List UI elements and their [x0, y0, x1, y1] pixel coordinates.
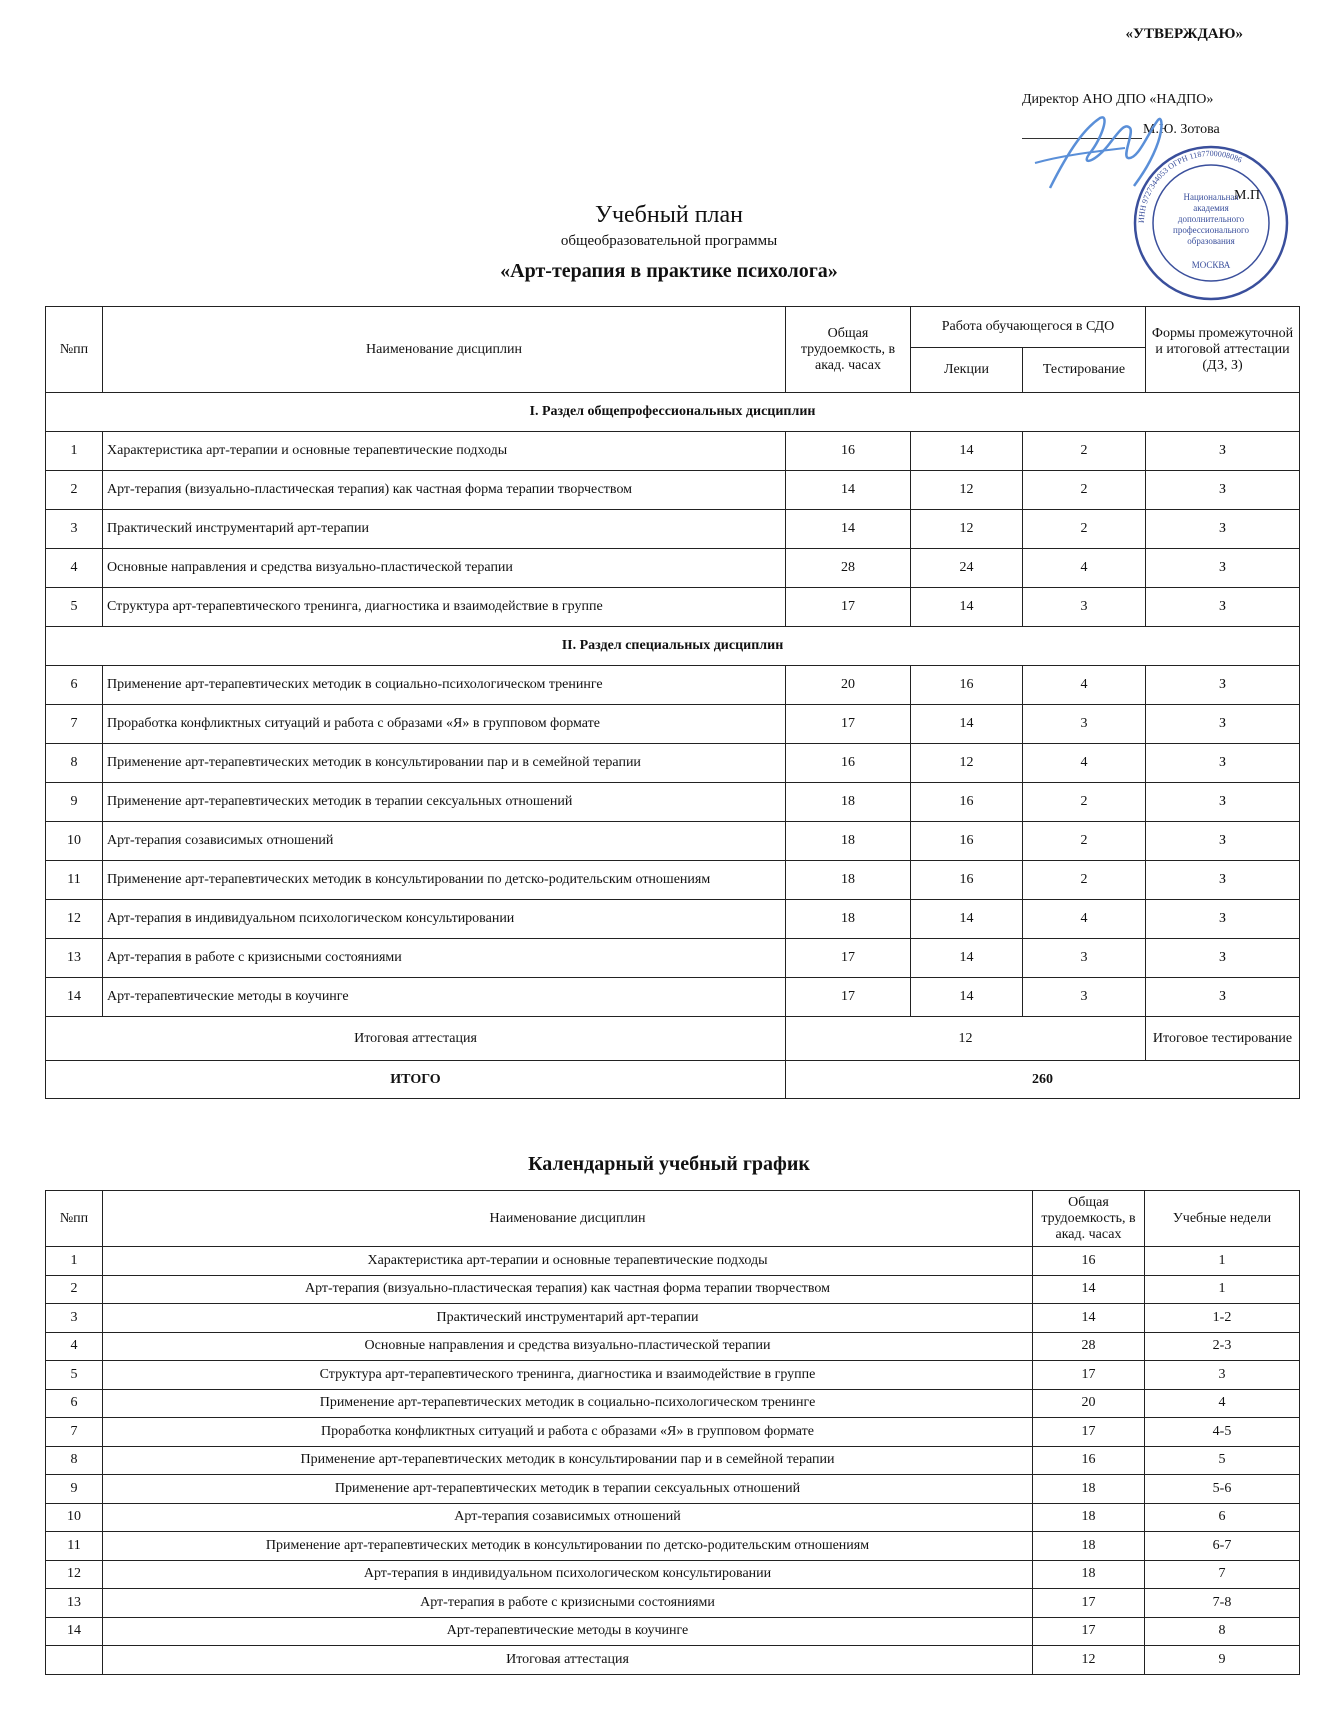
row-lectures: 12: [911, 744, 1023, 783]
row-testing: 2: [1023, 510, 1146, 549]
row-form: З: [1146, 978, 1300, 1017]
seal-mark-label: М.П: [1234, 188, 1261, 203]
row-testing: 2: [1023, 783, 1146, 822]
cal-row-name: Применение арт-терапевтических методик в социально-психологическом тренинге: [103, 1389, 1033, 1418]
row-name: Применение арт-терапевтических методик в терапии сексуальных отношений: [103, 783, 786, 822]
row-num: 12: [46, 900, 103, 939]
approval-label: «УТВЕРЖДАЮ»: [1125, 26, 1243, 42]
cal-row-num: 2: [46, 1275, 103, 1304]
cal-row-total: 18: [1033, 1503, 1145, 1532]
cal-row-name: Арт-терапия созависимых отношений: [103, 1503, 1033, 1532]
table-row: [46, 1560, 1300, 1589]
row-form: З: [1146, 783, 1300, 822]
row-lectures: 12: [911, 471, 1023, 510]
table-row: [46, 861, 1300, 900]
row-num: 5: [46, 588, 103, 627]
cal-row-num: 14: [46, 1617, 103, 1646]
row-form: З: [1146, 510, 1300, 549]
row-form: З: [1146, 432, 1300, 471]
cal-row-num: 7: [46, 1418, 103, 1447]
cal-row-name: Арт-терапия (визуально-пластическая терапия) как частная форма терапии творчеством: [103, 1275, 1033, 1304]
cal-header-name: Наименование дисциплин: [103, 1191, 1033, 1247]
row-lectures: 24: [911, 549, 1023, 588]
row-num: 2: [46, 471, 103, 510]
cal-row-num: 6: [46, 1389, 103, 1418]
row-testing: 4: [1023, 900, 1146, 939]
row-lectures: 14: [911, 978, 1023, 1017]
cal-row-weeks: 2-3: [1145, 1332, 1300, 1361]
row-form: З: [1146, 861, 1300, 900]
cal-row-name: Проработка конфликтных ситуаций и работа с образами «Я» в групповом формате: [103, 1418, 1033, 1447]
cal-row-num: 1: [46, 1247, 103, 1276]
cal-row-num: 10: [46, 1503, 103, 1532]
table-row: [46, 1332, 1300, 1361]
row-form: З: [1146, 471, 1300, 510]
final-attestation-label: Итоговая аттестация: [46, 1017, 786, 1061]
page-subtitle: общеобразовательной программы: [560, 233, 778, 249]
table-row: [46, 666, 1300, 705]
table-row: [46, 978, 1300, 1017]
row-lectures: 14: [911, 900, 1023, 939]
table-row: [46, 822, 1300, 861]
header-forms: Формы промежуточной и итоговой аттестации (ДЗ, З): [1146, 307, 1300, 393]
row-total: 14: [786, 510, 911, 549]
cal-row-name: Арт-терапия в индивидуальном психологическом консультировании: [103, 1560, 1033, 1589]
row-testing: 3: [1023, 705, 1146, 744]
row-lectures: 14: [911, 939, 1023, 978]
cal-row-weeks: 5-6: [1145, 1475, 1300, 1504]
cal-header-weeks: Учебные недели: [1145, 1191, 1300, 1247]
cal-row-weeks: 6-7: [1145, 1532, 1300, 1561]
header-testing: Тестирование: [1023, 348, 1146, 393]
section-heading: II. Раздел специальных дисциплин: [46, 627, 1300, 666]
row-form: З: [1146, 744, 1300, 783]
cal-row-weeks: 1: [1145, 1275, 1300, 1304]
row-testing: 2: [1023, 822, 1146, 861]
row-name: Характеристика арт-терапии и основные терапевтические подходы: [103, 432, 786, 471]
cal-row-weeks: 5: [1145, 1446, 1300, 1475]
cal-row-total: 28: [1033, 1332, 1145, 1361]
row-total: 17: [786, 939, 911, 978]
header-name: Наименование дисциплин: [103, 307, 786, 393]
row-testing: 3: [1023, 588, 1146, 627]
table-row: [46, 1446, 1300, 1475]
svg-text:профессионального: профессионального: [1173, 225, 1249, 235]
row-lectures: 14: [911, 705, 1023, 744]
signature-icon: [1030, 108, 1180, 198]
row-lectures: 14: [911, 432, 1023, 471]
table-row: [46, 432, 1300, 471]
cal-row-weeks: 4: [1145, 1389, 1300, 1418]
row-form: З: [1146, 588, 1300, 627]
table-row: [46, 1304, 1300, 1333]
cal-row-total: 17: [1033, 1589, 1145, 1618]
row-testing: 4: [1023, 744, 1146, 783]
cal-row-weeks: 4-5: [1145, 1418, 1300, 1447]
row-testing: 3: [1023, 978, 1146, 1017]
svg-text:образования: образования: [1187, 236, 1235, 246]
cal-row-num: 8: [46, 1446, 103, 1475]
program-title: «Арт-терапия в практике психолога»: [500, 260, 838, 282]
cal-header-total: Общая трудоемкость, в акад. часах: [1033, 1191, 1145, 1247]
row-num: 10: [46, 822, 103, 861]
cal-row-name: Арт-терапевтические методы в коучинге: [103, 1617, 1033, 1646]
row-name: Проработка конфликтных ситуаций и работа с образами «Я» в групповом формате: [103, 705, 786, 744]
row-total: 16: [786, 744, 911, 783]
row-lectures: 16: [911, 783, 1023, 822]
cal-row-total: 20: [1033, 1389, 1145, 1418]
header-total: Общая трудоемкость, в акад. часах: [786, 307, 911, 393]
cal-row-num: 5: [46, 1361, 103, 1390]
row-name: Применение арт-терапевтических методик в консультировании пар и в семейной терапии: [103, 744, 786, 783]
cal-row-weeks: 6: [1145, 1503, 1300, 1532]
row-total: 18: [786, 900, 911, 939]
table-row: [46, 1275, 1300, 1304]
row-num: 8: [46, 744, 103, 783]
row-form: З: [1146, 666, 1300, 705]
row-name: Арт-терапия созависимых отношений: [103, 822, 786, 861]
cal-row-weeks: 7-8: [1145, 1589, 1300, 1618]
total-label: ИТОГО: [46, 1061, 786, 1099]
row-num: 1: [46, 432, 103, 471]
table-row: [46, 588, 1300, 627]
cal-row-num: 3: [46, 1304, 103, 1333]
row-lectures: 16: [911, 861, 1023, 900]
section-heading: I. Раздел общепрофессиональных дисциплин: [46, 393, 1300, 432]
row-num: 6: [46, 666, 103, 705]
cal-row-name: Практический инструментарий арт-терапии: [103, 1304, 1033, 1333]
svg-text:Национальная: Национальная: [1183, 192, 1239, 202]
row-num: 9: [46, 783, 103, 822]
table-row: [46, 1617, 1300, 1646]
director-title: Директор АНО ДПО «НАДПО»: [1022, 92, 1214, 107]
row-total: 14: [786, 471, 911, 510]
cal-row-weeks: 1: [1145, 1247, 1300, 1276]
row-name: Арт-терапия (визуально-пластическая терапия) как частная форма терапии творчеством: [103, 471, 786, 510]
cal-row-total: 14: [1033, 1304, 1145, 1333]
calendar-title: Календарный учебный график: [528, 1153, 810, 1175]
row-name: Арт-терапия в индивидуальном психологическом консультировании: [103, 900, 786, 939]
cal-row-name: Применение арт-терапевтических методик в терапии сексуальных отношений: [103, 1475, 1033, 1504]
cal-row-total: 17: [1033, 1617, 1145, 1646]
cal-row-num: 13: [46, 1589, 103, 1618]
row-total: 18: [786, 783, 911, 822]
cal-row-num: 11: [46, 1532, 103, 1561]
table-row: [46, 1475, 1300, 1504]
cal-row-total: 12: [1033, 1646, 1145, 1675]
table-row: [46, 1247, 1300, 1276]
svg-text:МОСКВА: МОСКВА: [1191, 260, 1231, 270]
row-form: З: [1146, 900, 1300, 939]
cal-row-name: Характеристика арт-терапии и основные терапевтические подходы: [103, 1247, 1033, 1276]
cal-row-weeks: 7: [1145, 1560, 1300, 1589]
row-num: 4: [46, 549, 103, 588]
page-title: Учебный план: [594, 202, 744, 228]
row-testing: 2: [1023, 471, 1146, 510]
cal-row-weeks: 3: [1145, 1361, 1300, 1390]
cal-row-weeks: 8: [1145, 1617, 1300, 1646]
table-row: [46, 900, 1300, 939]
row-name: Структура арт-терапевтического тренинга, диагностика и взаимодействие в группе: [103, 588, 786, 627]
row-total: 16: [786, 432, 911, 471]
row-num: 14: [46, 978, 103, 1017]
row-form: З: [1146, 549, 1300, 588]
table-row: [46, 549, 1300, 588]
table-row: [46, 1503, 1300, 1532]
final-attestation-hours: 12: [786, 1017, 1146, 1061]
row-name: Практический инструментарий арт-терапии: [103, 510, 786, 549]
cal-row-total: 18: [1033, 1475, 1145, 1504]
cal-row-total: 18: [1033, 1532, 1145, 1561]
row-name: Применение арт-терапевтических методик в консультировании по детско-родительским отношениям: [103, 861, 786, 900]
table-row: [46, 939, 1300, 978]
table-row: [46, 705, 1300, 744]
cal-row-name: Арт-терапия в работе с кризисными состояниями: [103, 1589, 1033, 1618]
total-hours: 260: [786, 1061, 1300, 1099]
cal-row-total: 14: [1033, 1275, 1145, 1304]
cal-row-total: 16: [1033, 1446, 1145, 1475]
calendar-table: [45, 1190, 1300, 1675]
row-name: Применение арт-терапевтических методик в социально-психологическом тренинге: [103, 666, 786, 705]
row-form: З: [1146, 705, 1300, 744]
final-attestation-form: Итоговое тестирование: [1146, 1017, 1300, 1061]
row-form: З: [1146, 939, 1300, 978]
cal-row-name: Структура арт-терапевтического тренинга, диагностика и взаимодействие в группе: [103, 1361, 1033, 1390]
cal-row-num: 4: [46, 1332, 103, 1361]
table-row: [46, 1589, 1300, 1618]
row-lectures: 14: [911, 588, 1023, 627]
cal-row-total: 16: [1033, 1247, 1145, 1276]
cal-row-total: 18: [1033, 1560, 1145, 1589]
row-num: 3: [46, 510, 103, 549]
row-lectures: 16: [911, 666, 1023, 705]
cal-row-num: [46, 1646, 103, 1675]
header-num: №пп: [46, 307, 103, 393]
table-row: [46, 1532, 1300, 1561]
row-num: 11: [46, 861, 103, 900]
row-name: Арт-терапия в работе с кризисными состояниями: [103, 939, 786, 978]
cal-row-name: Применение арт-терапевтических методик в консультировании пар и в семейной терапии: [103, 1446, 1033, 1475]
row-name: Арт-терапевтические методы в коучинге: [103, 978, 786, 1017]
cal-row-num: 9: [46, 1475, 103, 1504]
svg-text:ИНН 9727344053 ОГРН 1187700008: ИНН 9727344053 ОГРН 1187700008086: [1136, 148, 1244, 224]
header-work: Работа обучающегося в СДО: [911, 307, 1146, 348]
cal-row-name: Итоговая аттестация: [103, 1646, 1033, 1675]
row-num: 13: [46, 939, 103, 978]
row-testing: 4: [1023, 549, 1146, 588]
table-row: [46, 1418, 1300, 1447]
row-total: 20: [786, 666, 911, 705]
header-lectures: Лекции: [911, 348, 1023, 393]
cal-row-total: 17: [1033, 1418, 1145, 1447]
row-testing: 3: [1023, 939, 1146, 978]
cal-row-total: 17: [1033, 1361, 1145, 1390]
row-num: 7: [46, 705, 103, 744]
row-name: Основные направления и средства визуально-пластической терапии: [103, 549, 786, 588]
row-total: 18: [786, 822, 911, 861]
cal-header-num: №пп: [46, 1191, 103, 1247]
curriculum-table: [45, 306, 1300, 1099]
row-total: 17: [786, 588, 911, 627]
row-testing: 4: [1023, 666, 1146, 705]
row-lectures: 16: [911, 822, 1023, 861]
table-row: [46, 1389, 1300, 1418]
row-lectures: 12: [911, 510, 1023, 549]
row-testing: 2: [1023, 432, 1146, 471]
cal-row-weeks: 1-2: [1145, 1304, 1300, 1333]
table-row: [46, 471, 1300, 510]
cal-row-name: Применение арт-терапевтических методик в консультировании по детско-родительским отношениям: [103, 1532, 1033, 1561]
cal-row-weeks: 9: [1145, 1646, 1300, 1675]
table-row: [46, 1646, 1300, 1675]
table-row: [46, 744, 1300, 783]
row-form: З: [1146, 822, 1300, 861]
row-total: 18: [786, 861, 911, 900]
row-total: 28: [786, 549, 911, 588]
svg-text:академия: академия: [1193, 203, 1229, 213]
director-name: М.Ю. Зотова: [1143, 122, 1220, 137]
row-testing: 2: [1023, 861, 1146, 900]
table-row: [46, 783, 1300, 822]
row-total: 17: [786, 705, 911, 744]
row-total: 17: [786, 978, 911, 1017]
table-row: [46, 510, 1300, 549]
cal-row-num: 12: [46, 1560, 103, 1589]
svg-text:дополнительного: дополнительного: [1177, 214, 1245, 224]
table-row: [46, 1361, 1300, 1390]
cal-row-name: Основные направления и средства визуально-пластической терапии: [103, 1332, 1033, 1361]
